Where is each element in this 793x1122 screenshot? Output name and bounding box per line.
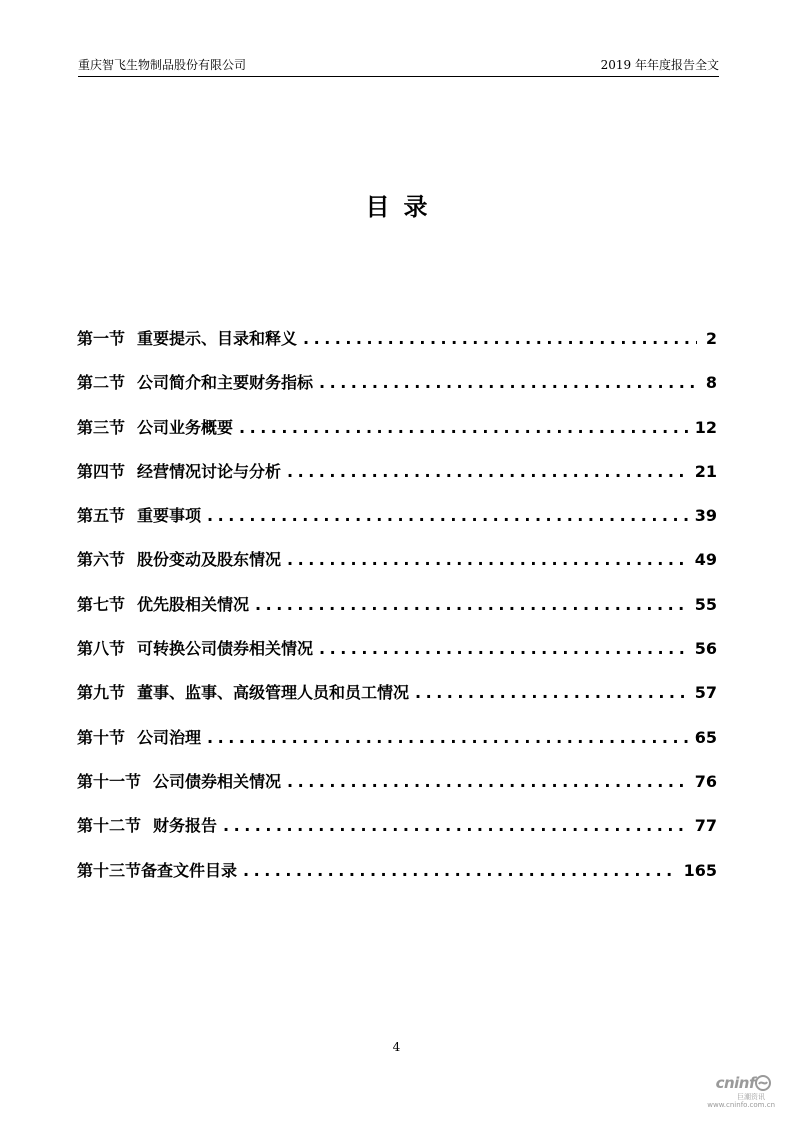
toc-text: 可转换公司债券相关情况 [137, 639, 314, 659]
toc-text: 财务报告 [153, 816, 218, 836]
cninfo-logo-icon [755, 1075, 771, 1091]
toc-leader [239, 413, 689, 443]
toc-page: 21 [694, 461, 717, 481]
toc-text: 经营情况讨论与分析 [137, 461, 282, 481]
toc-text: 重要提示、目录和释义 [137, 329, 298, 348]
toc-section: 第六节 [77, 550, 126, 570]
toc-text: 股份变动及股东情况 [137, 550, 282, 570]
toc-leader [415, 678, 689, 708]
toc-page: 39 [694, 506, 717, 526]
watermark-subtitle: 巨潮资讯 [737, 1093, 765, 1101]
toc-leader [287, 457, 689, 487]
watermark-brand: cninf [715, 1074, 755, 1092]
page-header [78, 54, 719, 77]
toc-text: 董事、监事、高级管理人员和员工情况 [137, 683, 410, 703]
page-number: 4 [392, 1040, 401, 1054]
toc-page: 8 [705, 373, 717, 393]
toc-entry[interactable] [77, 767, 717, 811]
toc-page: 56 [694, 639, 717, 659]
toc-page: 57 [694, 683, 717, 703]
toc-entry[interactable] [77, 457, 717, 501]
toc-section: 第十一节 [77, 771, 142, 791]
toc-page: 65 [694, 727, 717, 747]
toc-section: 第九节 [77, 683, 126, 703]
toc-section: 第一节 [77, 329, 126, 348]
toc-text: 备查文件目录 [141, 860, 238, 880]
toc-entry[interactable] [77, 545, 717, 589]
toc-entry[interactable] [77, 501, 717, 545]
toc-text: 重要事项 [137, 506, 202, 526]
toc-section: 第二节 [77, 373, 126, 393]
page-title: 目录 [365, 193, 442, 221]
cninfo-watermark [701, 1074, 781, 1114]
toc-leader [207, 723, 689, 753]
toc-section: 第十二节 [77, 816, 142, 836]
toc-section: 第十节 [77, 727, 126, 747]
toc-section: 第五节 [77, 506, 126, 526]
toc-leader [243, 856, 678, 886]
toc-entry[interactable] [77, 678, 717, 722]
toc-section: 第四节 [77, 461, 126, 481]
toc-page: 55 [694, 594, 717, 614]
toc-page: 76 [694, 771, 717, 791]
toc-page: 49 [694, 550, 717, 570]
toc-page: 2 [705, 329, 717, 348]
toc-leader [287, 545, 689, 575]
toc-text: 公司业务概要 [137, 417, 234, 437]
table-of-contents [77, 324, 717, 900]
toc-entry[interactable] [77, 811, 717, 855]
toc-page: 12 [694, 417, 717, 437]
toc-text: 公司治理 [137, 727, 202, 747]
watermark-url: www.cninfo.com.cn [707, 1101, 775, 1109]
toc-leader [207, 501, 689, 531]
toc-leader [319, 634, 689, 664]
toc-leader [255, 590, 689, 620]
header-company-name: 重庆智飞生物制品股份有限公司 [78, 58, 247, 72]
toc-leader [303, 324, 697, 354]
toc-section: 第七节 [77, 594, 126, 614]
toc-page: 77 [694, 816, 717, 836]
toc-text: 公司简介和主要财务指标 [137, 373, 314, 393]
toc-section: 第三节 [77, 417, 126, 437]
toc-text: 公司债券相关情况 [153, 771, 282, 791]
toc-leader [287, 767, 689, 797]
toc-page: 165 [683, 860, 717, 880]
toc-entry[interactable] [77, 590, 717, 634]
toc-entry[interactable] [77, 413, 717, 457]
toc-entry[interactable] [77, 634, 717, 678]
toc-entry[interactable] [77, 856, 717, 900]
header-report-title: 2019 年年度报告全文 [600, 58, 719, 72]
toc-entry[interactable] [77, 723, 717, 767]
toc-section: 第十三节 [77, 860, 142, 880]
toc-leader [319, 368, 697, 398]
toc-entry[interactable] [77, 324, 717, 368]
toc-section: 第八节 [77, 639, 126, 659]
toc-entry[interactable] [77, 368, 717, 412]
toc-text: 优先股相关情况 [137, 594, 250, 614]
toc-leader [223, 811, 689, 841]
